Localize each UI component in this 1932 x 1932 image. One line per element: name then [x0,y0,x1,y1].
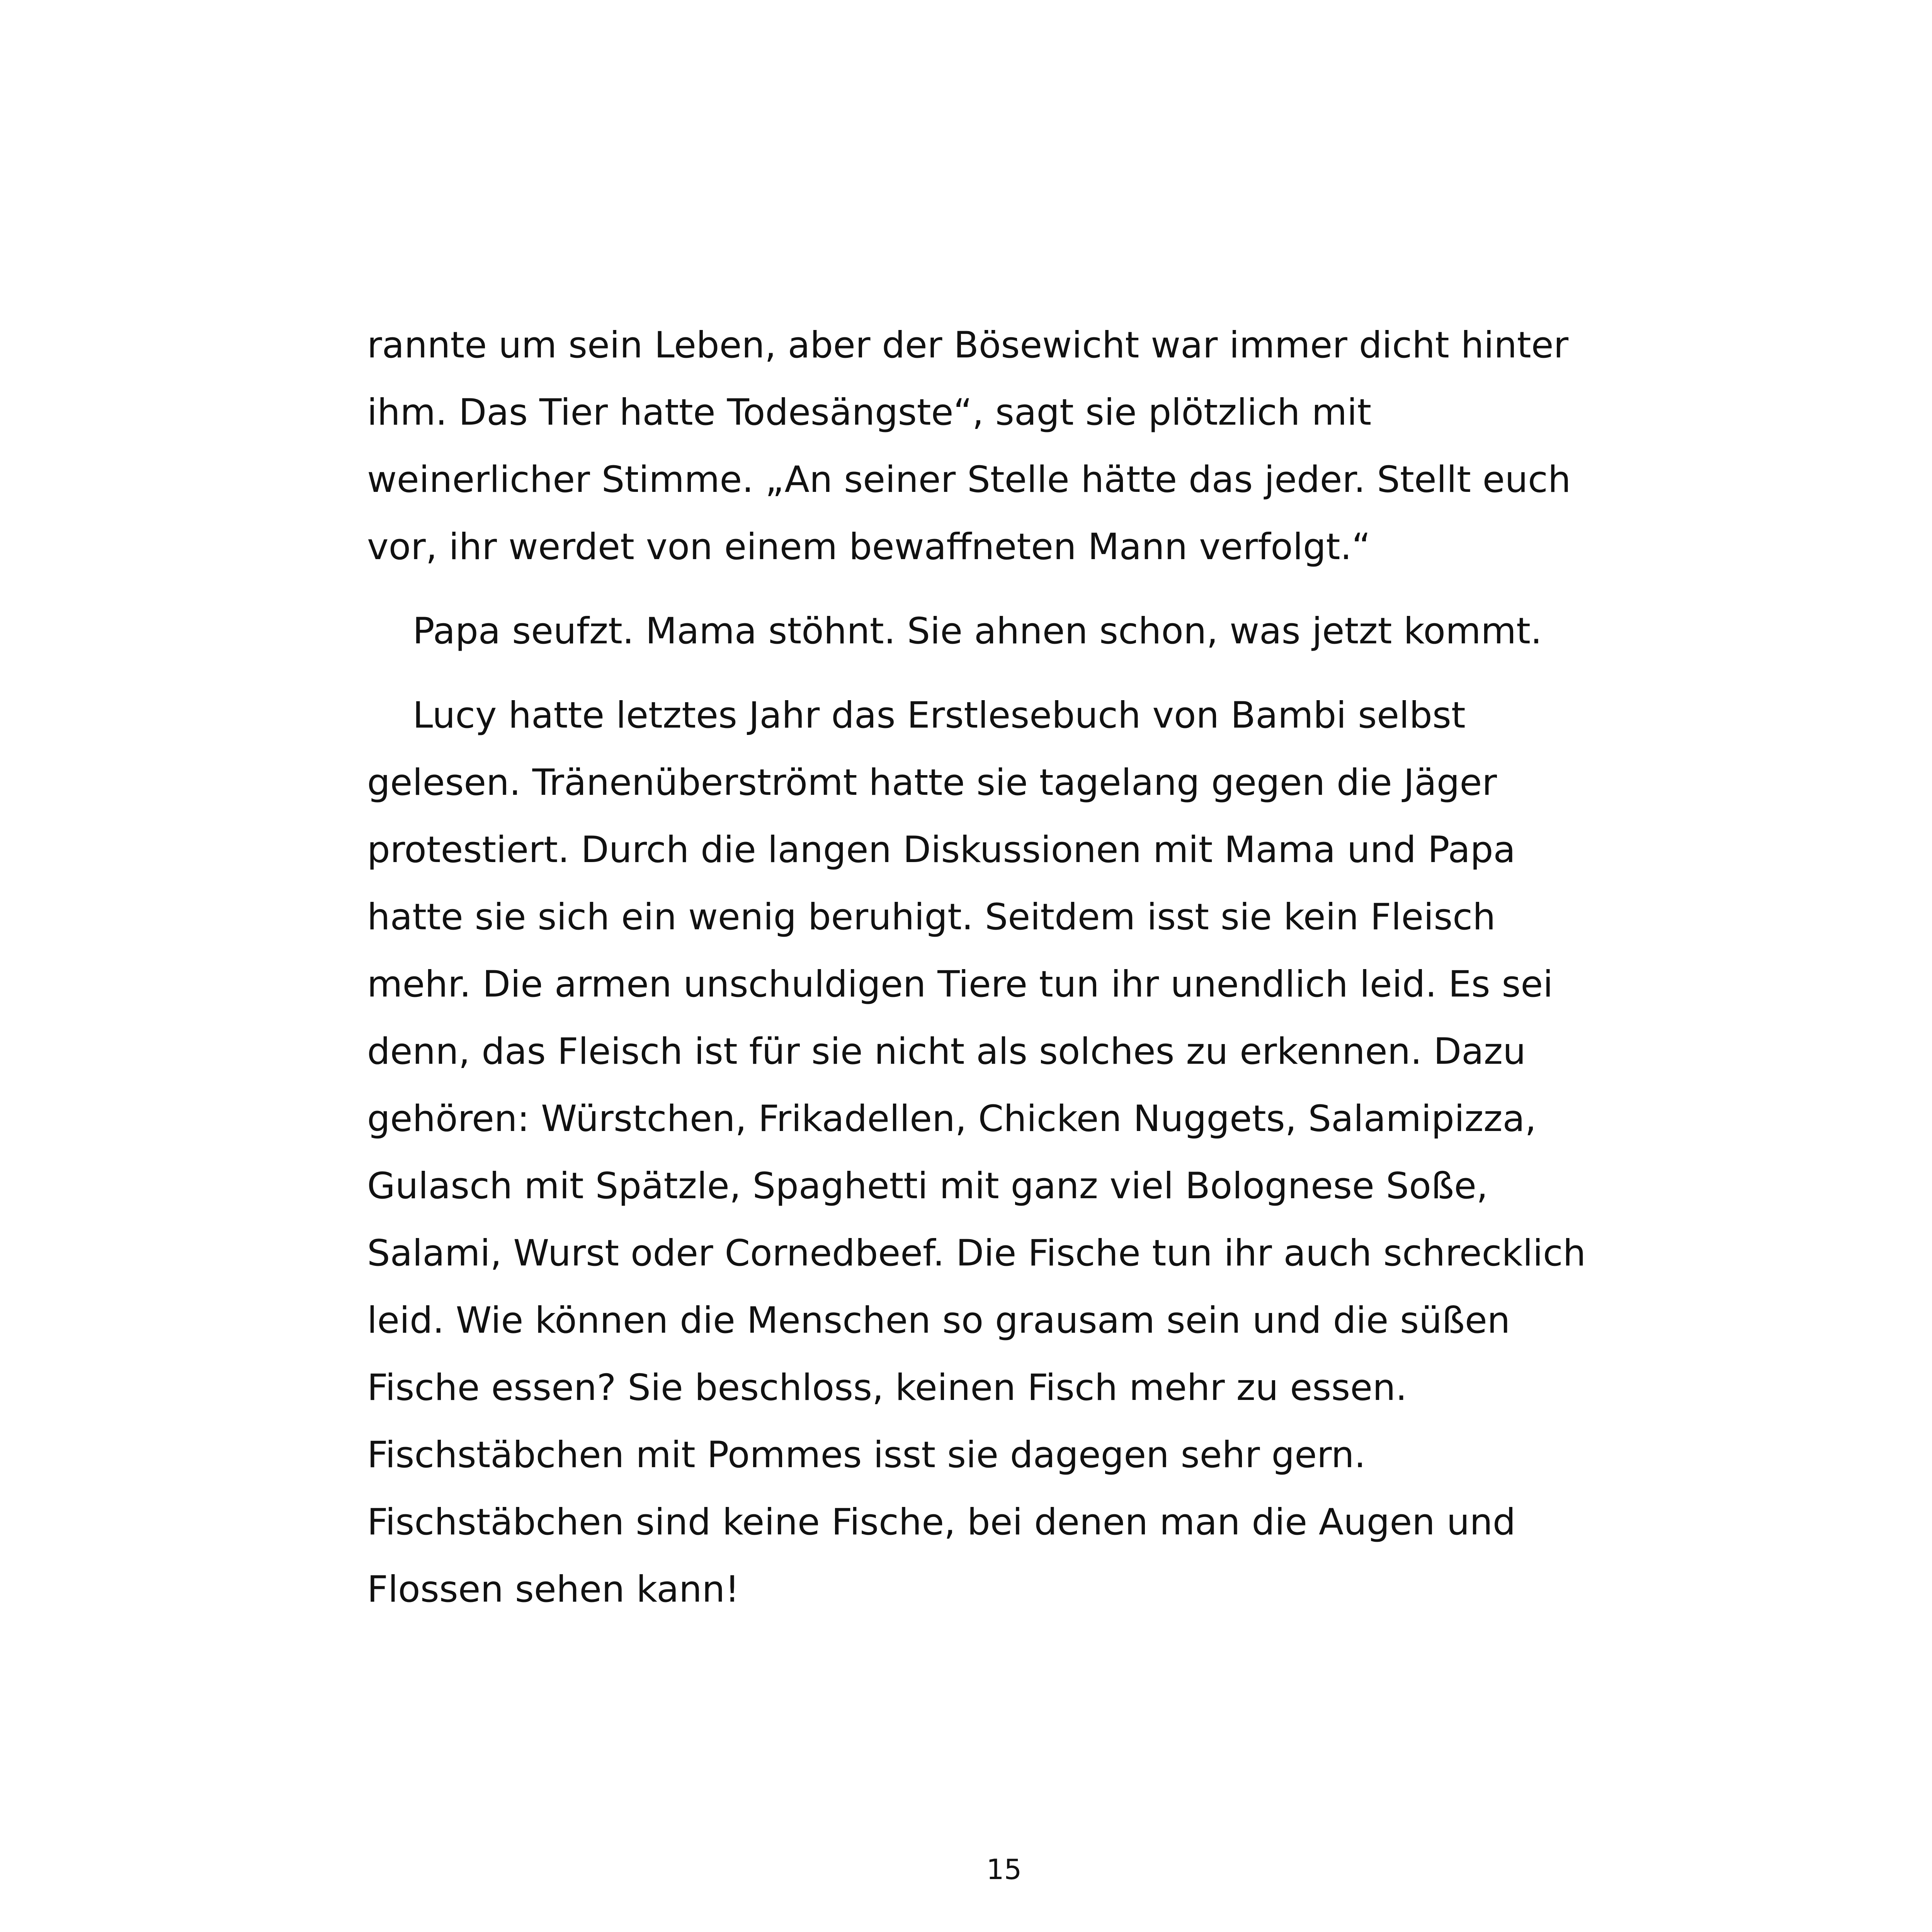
paragraph-spacer [367,581,1719,598]
text-line: mehr. Die armen unschuldigen Tiere tun ihr unendlich leid. Es sei [367,963,1553,1005]
text-line: hatte sie sich ein wenig beruhigt. Seitdem isst sie kein Fleisch [367,896,1496,938]
paragraph-spacer [367,665,1719,682]
page-number: 15 [986,1853,1022,1886]
text-line: rannte um sein Leben, aber der Bösewicht war immer dicht hinter [367,324,1569,366]
text-line: Salami, Wurst oder Cornedbeef. Die Fische tun ihr auch schrecklich [367,1232,1586,1274]
text-line: ihm. Das Tier hatte Todesängste“, sagt sie plötzlich mit [367,391,1372,434]
text-line: Fischstäbchen sind keine Fische, bei denen man die Augen und [367,1501,1516,1543]
text-line: vor, ihr werdet von einem bewaffneten Mann verfolgt.“ [367,526,1371,568]
text-line: Gulasch mit Spätzle, Spaghetti mit ganz viel Bolognese Soße, [367,1165,1488,1207]
body-text [367,312,1719,1623]
paragraph-3 [367,682,1719,1623]
text-line: gehören: Würstchen, Frikadellen, Chicken Nuggets, Salamipizza, [367,1098,1537,1140]
text-line: Papa seufzt. Mama stöhnt. Sie ahnen schon, was jetzt kommt. [413,610,1542,652]
paragraph-2 [367,598,1719,665]
paragraph-1 [367,312,1719,581]
text-line: gelesen. Tränenüberströmt hatte sie tagelang gegen die Jäger [367,762,1497,804]
text-line: Fische essen? Sie beschloss, keinen Fisch mehr zu essen. [367,1367,1407,1409]
text-line: leid. Wie können die Menschen so grausam sein und die süßen [367,1299,1510,1342]
text-line: protestiert. Durch die langen Diskussionen mit Mama und Papa [367,829,1516,871]
text-line: Fischstäbchen mit Pommes isst sie dagegen sehr gern. [367,1434,1366,1476]
text-line: weinerlicher Stimme. „An seiner Stelle hätte das jeder. Stellt euch [367,459,1571,501]
text-line: denn, das Fleisch ist für sie nicht als solches zu erkennen. Dazu [367,1031,1526,1073]
text-line: Flossen sehen kann! [367,1568,740,1611]
text-line: Lucy hatte letztes Jahr das Erstlesebuch von Bambi selbst [413,694,1466,736]
